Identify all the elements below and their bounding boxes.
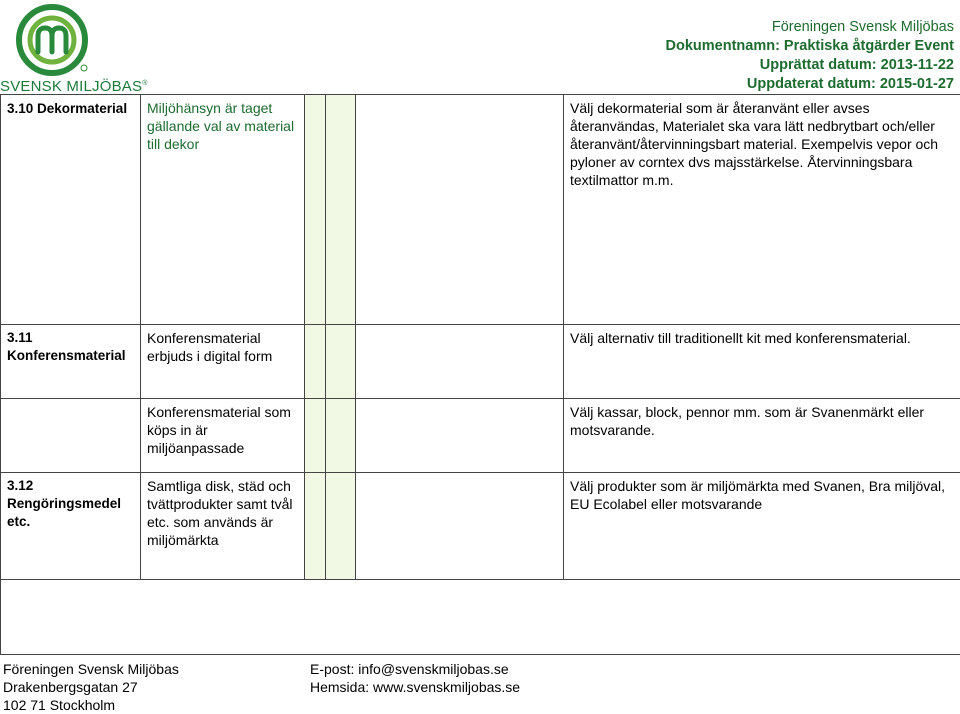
check-cell — [305, 473, 326, 580]
footer-email: E-post: info@svenskmiljobas.se — [310, 660, 520, 678]
description-cell: Välj kassar, block, pennor mm. som är Svanenmärkt eller motsvarande. — [564, 399, 960, 473]
requirement-cell: Konferensmaterial erbjuds i digital form — [141, 325, 305, 399]
table-row — [1, 325, 960, 399]
check-cell — [326, 325, 356, 399]
criterion-cell: 3.11 Konferensmaterial — [1, 325, 141, 399]
check-cell — [326, 399, 356, 473]
notes-area — [1, 580, 960, 655]
table-row — [1, 580, 960, 655]
check-cell — [305, 95, 326, 325]
note-cell — [356, 325, 564, 399]
requirement-cell: Samtliga disk, städ och tvättprodukter samt tvål etc. som används är miljömärkta — [141, 473, 305, 580]
description-cell: Välj alternativ till traditionellt kit med konferensmaterial. — [564, 325, 960, 399]
table-row — [1, 95, 960, 325]
criterion-cell: 3.10 Dekormaterial — [1, 95, 141, 325]
header-updated-date: Uppdaterat datum: 2015-01-27 — [666, 75, 954, 94]
check-cell — [326, 95, 356, 325]
description-cell: Välj produkter som är miljömärkta med Svanen, Bra miljöval, EU Ecolabel eller motsvarande — [564, 473, 960, 580]
logo-brand-text: SVENSK MILJÖBAS® — [0, 78, 148, 95]
check-cell — [326, 473, 356, 580]
criterion-cell: 3.12 Rengöringsmedel etc. — [1, 473, 141, 580]
footer-org: Föreningen Svensk Miljöbas — [3, 660, 179, 678]
header-created-date: Upprättat datum: 2013-11-22 — [666, 56, 954, 75]
note-cell — [356, 399, 564, 473]
footer-street: Drakenbergsgatan 27 — [3, 678, 179, 696]
svensk-miljobas-logo — [0, 0, 116, 96]
table-row — [1, 473, 960, 580]
footer-website: Hemsida: www.svenskmiljobas.se — [310, 678, 520, 696]
description-cell: Välj dekormaterial som är återanvänt eller avses återanvändas, Materialet ska vara lätt nedbrytbart och/eller återanvänt/återvinningsbart material. Exempelvis vepor och pyloner av corntex dvs majsstärkelse. Återvinningsbara textilmattor m.m. — [564, 95, 960, 325]
footer-address — [3, 660, 179, 714]
check-cell — [305, 325, 326, 399]
footer-contact — [310, 660, 520, 696]
document-header — [666, 18, 954, 94]
logo-mark-icon — [14, 2, 98, 76]
note-cell — [356, 95, 564, 325]
table-row — [1, 399, 960, 473]
footer-city: 102 71 Stockholm — [3, 696, 179, 714]
requirement-cell: Konferensmaterial som köps in är miljöanpassade — [141, 399, 305, 473]
check-cell — [305, 399, 326, 473]
measures-table — [0, 94, 960, 655]
header-document-name: Dokumentnamn: Praktiska åtgärder Event — [666, 37, 954, 56]
note-cell — [356, 473, 564, 580]
requirement-cell: Miljöhänsyn är taget gällande val av material till dekor — [141, 95, 305, 325]
criterion-cell — [1, 399, 141, 473]
header-org: Föreningen Svensk Miljöbas — [666, 18, 954, 37]
